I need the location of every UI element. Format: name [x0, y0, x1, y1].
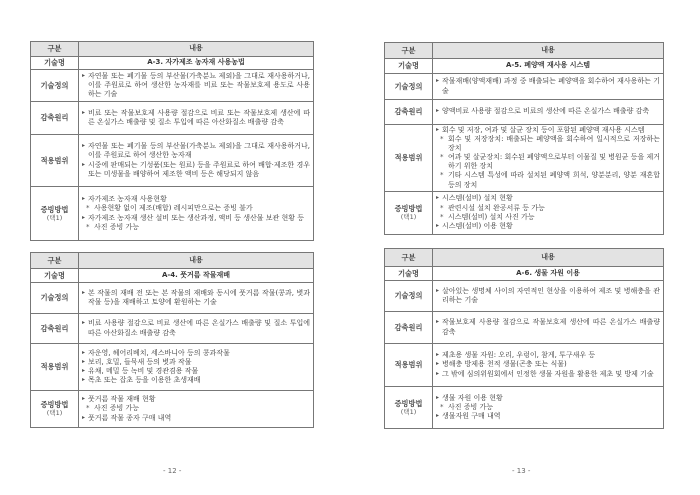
note-item: * 시스템(설비) 설치 사진 가능	[436, 213, 660, 222]
bullet-item: ▸ 그 밖에 심의위원회에서 인정한 생물 자원을 활용한 제초 및 방제 기술	[436, 370, 660, 379]
definition-cell	[79, 283, 314, 314]
label-tech-name: 기술명	[31, 269, 79, 283]
bullet-item: ▸ 회수 및 저장, 여과 및 살균 장치 등이 포함된 폐양액 재사용 시스템	[436, 126, 660, 135]
bullet-item: ▸ 자가제조 농자재 생산 설비 또는 생산과정, 액비 등 생산물 보관 현황 등	[82, 214, 310, 223]
label-evidence-text: 증빙방법	[394, 203, 423, 213]
label-tech-name: 기술명	[385, 59, 433, 74]
tech-name: A-3. 자가제조 농자재 사용농법	[79, 57, 314, 70]
label-definition: 기술정의	[31, 283, 79, 314]
label-principle: 감축원리	[385, 312, 433, 344]
bullet-item: ▸ 목초 또는 잡초 등을 이용한 초생재배	[82, 376, 310, 385]
principle-cell	[79, 102, 314, 135]
note-item: * 사진 증빙 가능	[82, 223, 310, 232]
bullet-item: ▸ 풋거름 작물 종자 구매 내역	[82, 414, 310, 423]
tech-table-a3	[30, 41, 314, 241]
note-item: * 관련시설 설치 완공서류 등 가능	[436, 204, 660, 213]
label-principle: 감축원리	[31, 314, 79, 344]
bullet-item: ▸ 시스템(설비) 설치 현황	[436, 194, 660, 203]
bullet-item: ▸ 생물 자원 이용 현황	[436, 394, 660, 403]
note-item: * 기타 시스템 특성에 따라 설치된 폐양액 희석, 양분분리, 양분 재혼합 등의 장치	[436, 171, 660, 189]
label-evidence-sub: (택1)	[46, 409, 63, 418]
definition-cell	[433, 74, 664, 100]
bullet-item: ▸ 작물보호제 사용량 절감으로 작물보호제 생산에 따른 온실가스 배출량 감축	[436, 318, 660, 336]
bullet-item: ▸ 시스템(설비) 이용 현황	[436, 222, 660, 231]
definition-cell	[79, 70, 314, 102]
principle-cell	[79, 314, 314, 344]
label-evidence	[31, 391, 79, 428]
tech-table-a6	[384, 248, 664, 429]
header-content: 내용	[79, 253, 314, 269]
label-evidence	[31, 187, 79, 241]
note-item: * 사진 증빙 가능	[436, 403, 660, 412]
evidence-cell	[433, 191, 664, 234]
header-content: 내용	[433, 249, 664, 267]
label-tech-name: 기술명	[385, 267, 433, 281]
note-item: * 사용현황 없이 제조(배합) 레시피만으로는 증빙 불가	[82, 204, 310, 213]
label-evidence-text: 증빙방법	[40, 204, 69, 214]
bullet-item: ▸ 병해충 방제용 천적 생물(곤충 또는 식물)	[436, 360, 660, 369]
bullet-item: ▸ 풋거름 작물 재배 현황	[82, 395, 310, 404]
bullet-item: ▸ 자연물 또는 폐기물 등의 부산물(가축분뇨 제외)을 그대로 재사용하거나, 이를 주원료로 하여 생산한 농자재	[82, 142, 310, 160]
tech-name: A-4. 풋거름 작물재배	[79, 269, 314, 283]
note-item: * 사진 증빙 가능	[82, 404, 310, 413]
label-scope: 적용범위	[31, 344, 79, 391]
tech-name: A-5. 폐양액 재사용 시스템	[433, 59, 664, 74]
bullet-item: ▸ 자가제조 농자재 사용현황	[82, 195, 310, 204]
label-evidence-text: 증빙방법	[394, 398, 423, 408]
principle-cell	[433, 100, 664, 125]
bullet-item: ▸ 살아있는 생명체 사이의 자연적인 현상을 이용하여 제조 및 병해충을 관리하는 기술	[436, 287, 660, 305]
label-evidence	[385, 387, 433, 429]
bullet-item: ▸ 작물재배(양액재배) 과정 중 배출되는 폐양액을 회수하여 재사용하는 기술	[436, 77, 660, 95]
tech-name: A-6. 생물 자원 이용	[433, 267, 664, 281]
label-definition: 기술정의	[31, 70, 79, 102]
label-scope: 적용범위	[385, 125, 433, 192]
bullet-item: ▸ 자연물 또는 폐기물 등의 부산물(가축분뇨 제외)을 그대로 재사용하거나, 이를 주원료로 하여 생산한 농자재를 비료 또는 작물보호제 용도로 사용하는 기술	[82, 72, 310, 99]
bullet-item: ▸ 양액비료 사용량 절감으로 비료의 생산에 따른 온실가스 배출량 감축	[436, 107, 660, 116]
label-definition: 기술정의	[385, 281, 433, 312]
label-tech-name: 기술명	[31, 57, 79, 70]
label-evidence-sub: (택1)	[400, 407, 417, 416]
page-13	[350, 0, 700, 495]
tech-table-a4	[30, 252, 314, 428]
bullet-item: ▸ 자운영, 헤어리베치, 세스바니아 등의 콩과작물	[82, 349, 310, 358]
label-scope: 적용범위	[385, 344, 433, 387]
header-content: 내용	[433, 43, 664, 59]
page-number: - 12 -	[163, 467, 182, 475]
bullet-item: ▸ 비료 또는 작물보호제 사용량 절감으로 비료 또는 작물보호제 생산에 따른 온실가스 배출량 및 질소 투입에 따른 아산화질소 배출량 감축	[82, 109, 310, 127]
label-scope: 적용범위	[31, 135, 79, 187]
bullet-item: ▸ 보리, 호밀, 들묵새 등의 볏과 작물	[82, 358, 310, 367]
bullet-item: ▸ 유채, 메밀 등 녹비 및 경관겸용 작물	[82, 367, 310, 376]
label-principle: 감축원리	[31, 102, 79, 135]
bullet-item: ▸ 본 작물의 재배 전 또는 본 작물의 재배와 동시에 풋거름 작물(콩과, 볏과작물 등)을 재배하고 토양에 환원하는 기술	[82, 289, 310, 307]
header-content: 내용	[79, 42, 314, 57]
label-principle: 감축원리	[385, 100, 433, 125]
note-item: * 여과 및 살균장치: 회수된 폐양액으로부터 이물질 및 병원균 등을 제거하기 위한 장치	[436, 153, 660, 171]
header-category: 구분	[385, 249, 433, 267]
note-item: * 회수 및 저장장치: 배출되는 폐양액을 회수하여 일시적으로 저장하는 장치	[436, 135, 660, 153]
scope-cell	[433, 344, 664, 387]
label-evidence-text: 증빙방법	[40, 400, 69, 410]
label-definition: 기술정의	[385, 74, 433, 100]
evidence-cell	[79, 187, 314, 241]
header-category: 구분	[31, 253, 79, 269]
principle-cell	[433, 312, 664, 344]
scope-cell	[79, 135, 314, 187]
bullet-item: ▸ 시중에 판매되는 기성품(또는 원료) 등을 주원료로 하여 배합·제조한 경우 또는 미생물을 배양하여 제조한 액비 등은 해당되지 않음	[82, 161, 310, 179]
bullet-item: ▸ 비료 사용량 절감으로 비료 생산에 따른 온실가스 배출량 및 질소 투입에 따른 아산화질소 배출량 감축	[82, 319, 310, 337]
bullet-item: ▸ 생물자원 구매 내역	[436, 412, 660, 421]
definition-cell	[433, 281, 664, 312]
tech-table-a5	[384, 42, 664, 235]
header-category: 구분	[31, 42, 79, 57]
label-evidence-sub: (택1)	[400, 213, 417, 222]
scope-cell	[433, 125, 664, 192]
evidence-cell	[433, 387, 664, 429]
label-evidence-sub: (택1)	[46, 213, 63, 222]
scope-cell	[79, 344, 314, 391]
header-category: 구분	[385, 43, 433, 59]
bullet-item: ▸ 제초용 생물 자원: 오리, 우렁이, 참게, 투구새우 등	[436, 351, 660, 360]
label-evidence	[385, 191, 433, 234]
evidence-cell	[79, 391, 314, 428]
page-number: - 13 -	[512, 467, 531, 475]
